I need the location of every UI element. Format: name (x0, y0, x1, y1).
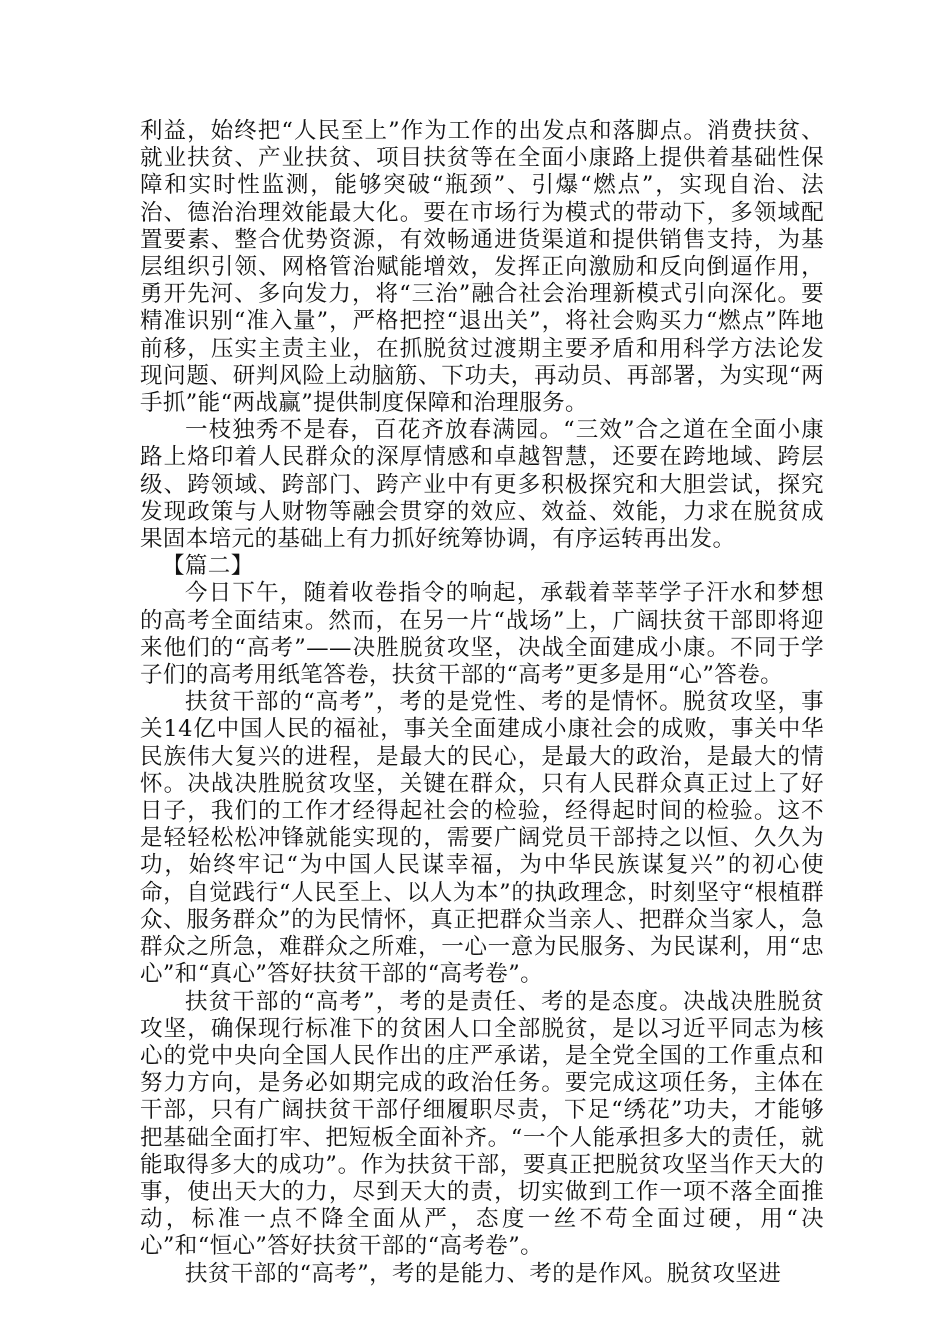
paragraph-intro: 今日下午，随着收卷指令的响起，承载着莘莘学子汗水和梦想的高考全面结束。然而，在另一片“战场”上，广阔扶贫干部即将迎来他们的“高考”——决胜脱贫攻坚，决战全面建成小康。不同于学子们的高考用纸笔答卷，扶贫干部的“高考”更多是用“心”答卷。 (140, 580, 824, 689)
document-page (140, 118, 824, 1288)
paragraph-continued: 利益，始终把“人民至上”作为工作的出发点和落脚点。消费扶贫、就业扶贫、产业扶贫、项目扶贫等在全面小康路上提供着基础性保障和实时性监测，能够突破“瓶颈”、引爆“燃点”，实现自治、法治、德治治理效能最大化。要在市场行为模式的带动下，多领域配置要素、整合优势资源，有效畅通进货渠道和提供销售支持，为基层组织引领、网格管治赋能增效，发挥正向激励和反向倒逼作用，勇开先河、多向发力，将“三治”融合社会治理新模式引向深化。要精准识别“准入量”，严格把控“退出关”，将社会购买力“燃点”阵地前移，压实主责主业，在抓脱贫过渡期主要矛盾和用科学方法论发现问题、研判风险上动脑筋、下功夫，再动员、再部署，为实现“两手抓”能“两战赢”提供制度保障和治理服务。 (140, 118, 824, 417)
section-heading: 【篇二】 (162, 553, 254, 580)
paragraph-responsibility: 扶贫干部的“高考”，考的是责任、考的是态度。决战决胜脱贫攻坚，确保现行标准下的贫困人口全部脱贫，是以习近平同志为核心的党中央向全国人民作出的庄严承诺，是全党全国的工作重点和努力方向，是务必如期完成的政治任务。要完成这项任务，主体在干部，只有广阔扶贫干部仔细履职尽责，下足“绣花”功夫，才能够把基础全面打牢、把短板全面补齐。“一个人能承担多大的责任，就能取得多大的成功”。作为扶贫干部，要真正把脱贫攻坚当作天大的事，使出天大的力，尽到天大的责，切实做到工作一项不落全面推动，标准一点不降全面从严，态度一丝不苟全面过硬，用“决心”和“恒心”答好扶贫干部的“高考卷”。 (140, 988, 824, 1260)
paragraph-closing: 一枝独秀不是春，百花齐放春满园。“三效”合之道在全面小康路上烙印着人民群众的深厚情感和卓越智慧，还要在跨地域、跨层级、跨领域、跨部门、跨产业中有更多积极探究和大胆尝试，探究发现政策与人财物等融会贯穿的效应、效益、效能，力求在脱贫成果固本培元的基础上有力抓好统筹协调，有序运转再出发。 (140, 417, 824, 553)
paragraph-ability: 扶贫干部的“高考”，考的是能力、考的是作风。脱贫攻坚进 (185, 1260, 782, 1287)
paragraph-party-spirit: 扶贫干部的“高考”，考的是党性、考的是情怀。脱贫攻坚，事关14亿中国人民的福祉，事关全面建成小康社会的成败，事关中华民族伟大复兴的进程，是最大的民心，是最大的政治，是最大的情怀。决战决胜脱贫攻坚，关键在群众，只有人民群众真正过上了好日子，我们的工作才经得起社会的检验，经得起时间的检验。这不是轻轻松松冲锋就能实现的，需要广阔党员干部持之以恒、久久为功，始终牢记“为中国人民谋幸福，为中华民族谋复兴”的初心使命，自觉践行“人民至上、以人为本”的执政理念，时刻坚守“根植群众、服务群众”的为民情怀，真正把群众当亲人、把群众当家人，急群众之所急，难群众之所难，一心一意为民服务、为民谋利，用“忠心”和“真心”答好扶贫干部的“高考卷”。 (140, 689, 824, 988)
